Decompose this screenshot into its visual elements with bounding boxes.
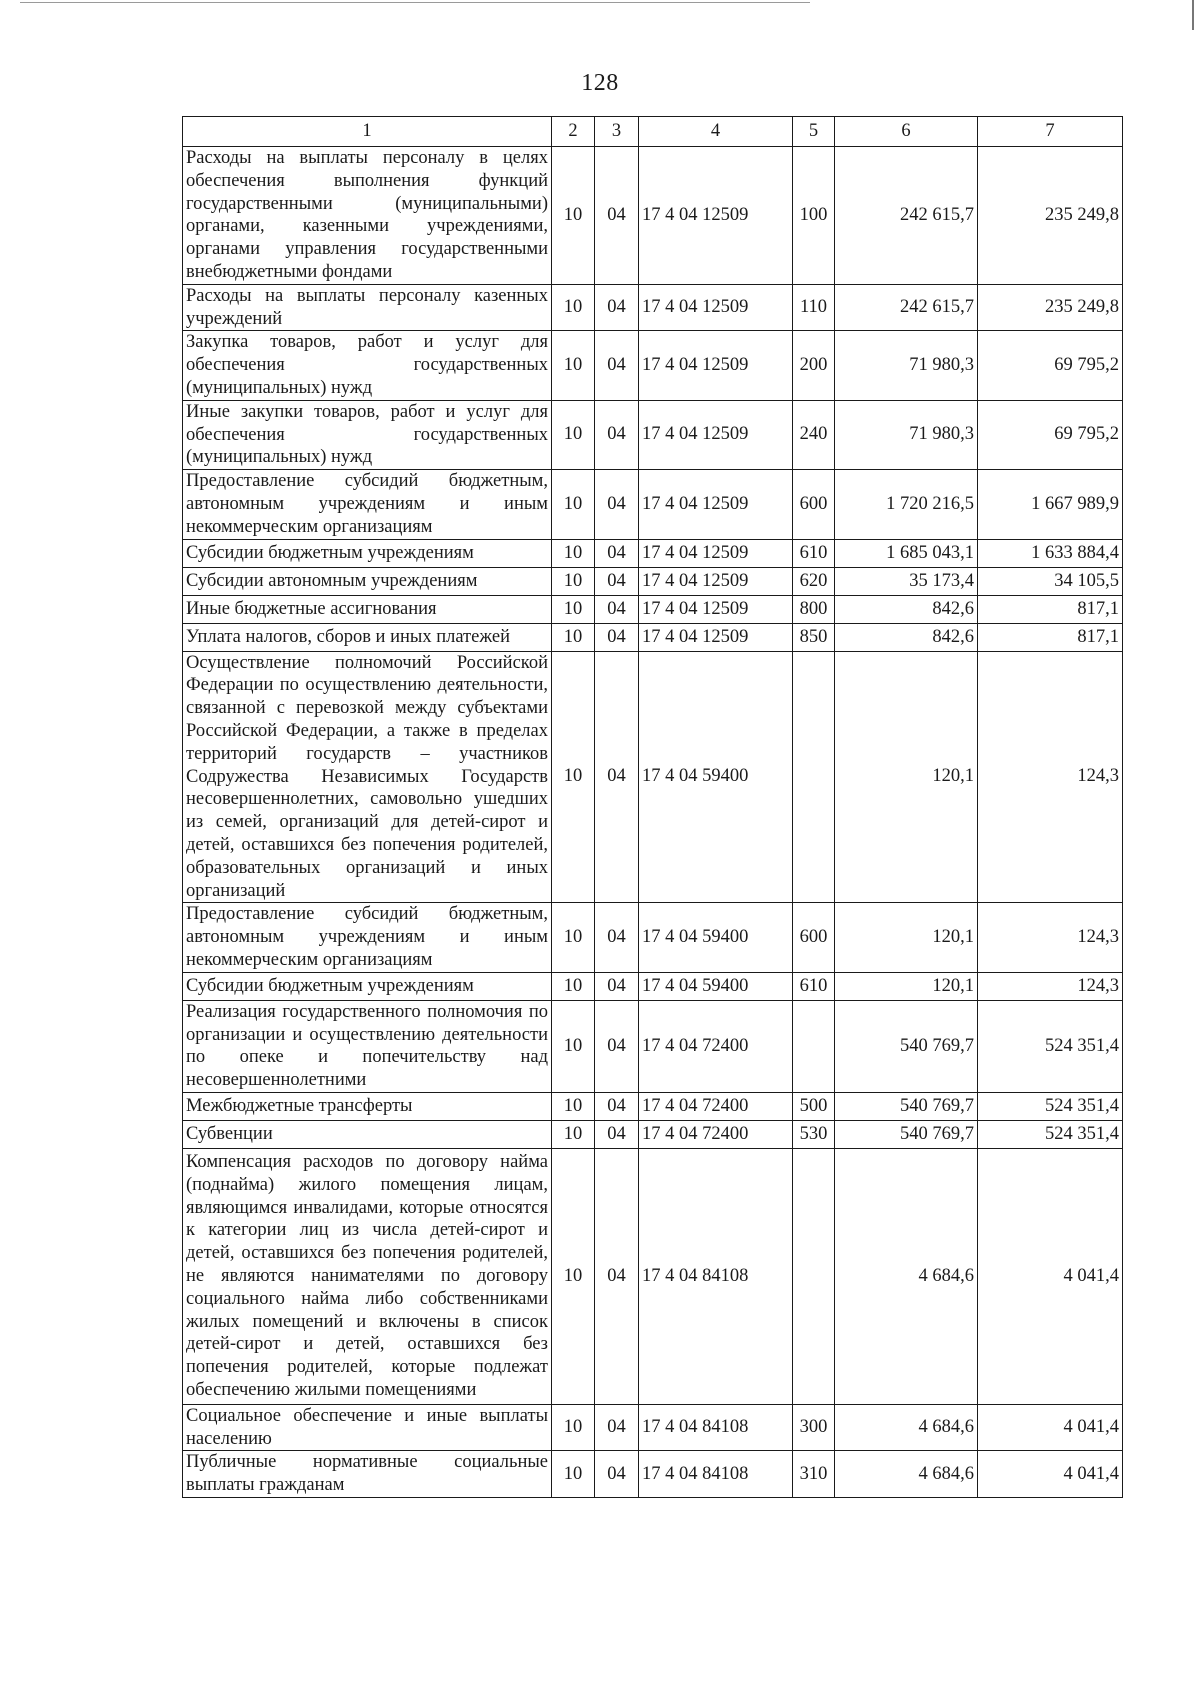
cell-section: 10	[552, 470, 595, 539]
table-header	[183, 117, 1123, 147]
cell-target-code: 17 4 04 59400	[639, 903, 793, 972]
cell-expense-type: 200	[793, 331, 835, 400]
cell-name: Социальное обеспечение и иные выплаты населению	[183, 1404, 552, 1451]
cell-section: 10	[552, 284, 595, 331]
cell-amount-1: 120,1	[835, 972, 978, 1000]
cell-amount-2: 69 795,2	[978, 331, 1123, 400]
cell-amount-1: 35 173,4	[835, 567, 978, 595]
cell-name: Предоставление субсидий бюджетным, автономным учреждениям и иным некоммерческим организациям	[183, 903, 552, 972]
cell-amount-1: 540 769,7	[835, 1120, 978, 1148]
cell-amount-1: 842,6	[835, 595, 978, 623]
cell-name: Закупка товаров, работ и услуг для обеспечения государственных (муниципальных) нужд	[183, 331, 552, 400]
table-row	[183, 284, 1123, 331]
cell-subsection: 04	[595, 1404, 639, 1451]
cell-amount-1: 4 684,6	[835, 1451, 978, 1498]
cell-name: Расходы на выплаты персоналу в целях обеспечения выполнения функций государственными (муниципальными) органами, казенными учреждениями, органами управления государственными внебюджетными фондами	[183, 147, 552, 285]
header-col-5: 5	[793, 117, 835, 147]
header-col-3: 3	[595, 117, 639, 147]
cell-expense-type: 300	[793, 1404, 835, 1451]
cell-name: Межбюджетные трансферты	[183, 1092, 552, 1120]
table-row	[183, 147, 1123, 285]
table-row	[183, 1120, 1123, 1148]
cell-subsection: 04	[595, 331, 639, 400]
cell-amount-1: 120,1	[835, 651, 978, 903]
cell-name: Уплата налогов, сборов и иных платежей	[183, 623, 552, 651]
cell-amount-2: 34 105,5	[978, 567, 1123, 595]
cell-subsection: 04	[595, 539, 639, 567]
cell-expense-type: 800	[793, 595, 835, 623]
cell-subsection: 04	[595, 1000, 639, 1092]
cell-amount-2: 235 249,8	[978, 284, 1123, 331]
cell-amount-1: 540 769,7	[835, 1000, 978, 1092]
header-col-6: 6	[835, 117, 978, 147]
table-row	[183, 903, 1123, 972]
cell-amount-2: 124,3	[978, 651, 1123, 903]
cell-amount-2: 124,3	[978, 903, 1123, 972]
cell-expense-type: 610	[793, 539, 835, 567]
cell-subsection: 04	[595, 903, 639, 972]
cell-target-code: 17 4 04 12509	[639, 567, 793, 595]
header-row	[183, 117, 1123, 147]
cell-section: 10	[552, 903, 595, 972]
cell-name: Расходы на выплаты персоналу казенных учреждений	[183, 284, 552, 331]
cell-section: 10	[552, 567, 595, 595]
cell-expense-type: 600	[793, 903, 835, 972]
cell-subsection: 04	[595, 567, 639, 595]
cell-section: 10	[552, 623, 595, 651]
cell-target-code: 17 4 04 59400	[639, 651, 793, 903]
cell-name: Иные закупки товаров, работ и услуг для обеспечения государственных (муниципальных) нужд	[183, 400, 552, 469]
cell-section: 10	[552, 1000, 595, 1092]
cell-subsection: 04	[595, 1120, 639, 1148]
cell-target-code: 17 4 04 12509	[639, 539, 793, 567]
cell-subsection: 04	[595, 1451, 639, 1498]
cell-target-code: 17 4 04 12509	[639, 623, 793, 651]
cell-name: Субсидии автономным учреждениям	[183, 567, 552, 595]
table-row	[183, 331, 1123, 400]
cell-subsection: 04	[595, 1148, 639, 1404]
cell-expense-type: 110	[793, 284, 835, 331]
cell-target-code: 17 4 04 12509	[639, 284, 793, 331]
cell-amount-2: 4 041,4	[978, 1404, 1123, 1451]
cell-amount-2: 1 633 884,4	[978, 539, 1123, 567]
table-row	[183, 623, 1123, 651]
table-row	[183, 972, 1123, 1000]
cell-subsection: 04	[595, 147, 639, 285]
table-body	[183, 147, 1123, 1498]
cell-section: 10	[552, 1092, 595, 1120]
cell-section: 10	[552, 400, 595, 469]
cell-name: Реализация государственного полномочия по организации и осуществлению деятельности по опеке и попечительству над несовершеннолетними	[183, 1000, 552, 1092]
cell-subsection: 04	[595, 284, 639, 331]
cell-target-code: 17 4 04 12509	[639, 331, 793, 400]
cell-expense-type: 600	[793, 470, 835, 539]
cell-target-code: 17 4 04 84108	[639, 1451, 793, 1498]
cell-subsection: 04	[595, 470, 639, 539]
cell-expense-type	[793, 1000, 835, 1092]
cell-expense-type: 610	[793, 972, 835, 1000]
cell-section: 10	[552, 1451, 595, 1498]
cell-name: Субвенции	[183, 1120, 552, 1148]
table-row	[183, 1000, 1123, 1092]
cell-amount-2: 524 351,4	[978, 1120, 1123, 1148]
cell-amount-2: 69 795,2	[978, 400, 1123, 469]
cell-amount-1: 540 769,7	[835, 1092, 978, 1120]
scan-edge-right	[1192, 0, 1194, 30]
cell-subsection: 04	[595, 1092, 639, 1120]
cell-amount-1: 120,1	[835, 903, 978, 972]
header-col-4: 4	[639, 117, 793, 147]
cell-section: 10	[552, 1148, 595, 1404]
cell-amount-2: 524 351,4	[978, 1000, 1123, 1092]
cell-target-code: 17 4 04 59400	[639, 972, 793, 1000]
cell-expense-type	[793, 1148, 835, 1404]
header-col-2: 2	[552, 117, 595, 147]
table-row	[183, 1148, 1123, 1404]
cell-expense-type: 240	[793, 400, 835, 469]
cell-section: 10	[552, 147, 595, 285]
cell-amount-2: 817,1	[978, 623, 1123, 651]
cell-amount-1: 1 720 216,5	[835, 470, 978, 539]
cell-target-code: 17 4 04 12509	[639, 595, 793, 623]
cell-subsection: 04	[595, 595, 639, 623]
cell-expense-type: 850	[793, 623, 835, 651]
cell-section: 10	[552, 539, 595, 567]
cell-target-code: 17 4 04 72400	[639, 1120, 793, 1148]
cell-amount-2: 1 667 989,9	[978, 470, 1123, 539]
cell-amount-2: 4 041,4	[978, 1451, 1123, 1498]
cell-subsection: 04	[595, 400, 639, 469]
cell-amount-2: 4 041,4	[978, 1148, 1123, 1404]
cell-expense-type: 500	[793, 1092, 835, 1120]
cell-amount-2: 124,3	[978, 972, 1123, 1000]
cell-section: 10	[552, 972, 595, 1000]
cell-amount-1: 242 615,7	[835, 284, 978, 331]
header-col-7: 7	[978, 117, 1123, 147]
table-row	[183, 567, 1123, 595]
table-row	[183, 1404, 1123, 1451]
page-number: 128	[581, 70, 619, 96]
cell-amount-1: 842,6	[835, 623, 978, 651]
cell-target-code: 17 4 04 12509	[639, 470, 793, 539]
cell-amount-1: 242 615,7	[835, 147, 978, 285]
cell-amount-2: 235 249,8	[978, 147, 1123, 285]
cell-expense-type	[793, 651, 835, 903]
cell-target-code: 17 4 04 12509	[639, 400, 793, 469]
cell-section: 10	[552, 595, 595, 623]
table-row	[183, 595, 1123, 623]
cell-amount-1: 1 685 043,1	[835, 539, 978, 567]
cell-amount-1: 4 684,6	[835, 1148, 978, 1404]
cell-target-code: 17 4 04 72400	[639, 1092, 793, 1120]
cell-target-code: 17 4 04 84108	[639, 1148, 793, 1404]
table-row	[183, 1092, 1123, 1120]
cell-expense-type: 530	[793, 1120, 835, 1148]
cell-subsection: 04	[595, 651, 639, 903]
cell-amount-2: 524 351,4	[978, 1092, 1123, 1120]
table-row	[183, 651, 1123, 903]
cell-name: Компенсация расходов по договору найма (поднайма) жилого помещения лицам, являющимся инвалидами, которые относятся к категории лиц из числа детей-сирот и детей, оставшихся без попечения родителей, не являются нанимателями по договору социального найма либо собственниками жилых помещений и включены в список детей-сирот и детей, оставшихся без попечения родителей, которые подлежат обеспечению жилыми помещениями	[183, 1148, 552, 1404]
table-row	[183, 539, 1123, 567]
scan-edge-top	[20, 2, 810, 3]
cell-expense-type: 620	[793, 567, 835, 595]
cell-target-code: 17 4 04 84108	[639, 1404, 793, 1451]
cell-section: 10	[552, 651, 595, 903]
cell-name: Иные бюджетные ассигнования	[183, 595, 552, 623]
cell-section: 10	[552, 331, 595, 400]
cell-name: Субсидии бюджетным учреждениям	[183, 539, 552, 567]
cell-amount-1: 71 980,3	[835, 400, 978, 469]
cell-expense-type: 310	[793, 1451, 835, 1498]
cell-name: Осуществление полномочий Российской Федерации по осуществлению деятельности, связанной с перевозкой между субъектами Российской Федерации, а также в пределах территорий государств – участников Содружества Независимых Государств несовершеннолетних, самовольно ушедших из семей, организаций для детей-сирот и детей, оставшихся без попечения родителей, образовательных организаций и иных организаций	[183, 651, 552, 903]
cell-section: 10	[552, 1404, 595, 1451]
cell-expense-type: 100	[793, 147, 835, 285]
cell-subsection: 04	[595, 972, 639, 1000]
cell-name: Субсидии бюджетным учреждениям	[183, 972, 552, 1000]
cell-amount-1: 4 684,6	[835, 1404, 978, 1451]
cell-section: 10	[552, 1120, 595, 1148]
cell-target-code: 17 4 04 72400	[639, 1000, 793, 1092]
cell-name: Публичные нормативные социальные выплаты гражданам	[183, 1451, 552, 1498]
table-row	[183, 470, 1123, 539]
cell-subsection: 04	[595, 623, 639, 651]
cell-target-code: 17 4 04 12509	[639, 147, 793, 285]
table-row	[183, 1451, 1123, 1498]
cell-name: Предоставление субсидий бюджетным, автономным учреждениям и иным некоммерческим организациям	[183, 470, 552, 539]
budget-table	[182, 116, 1123, 1498]
table-row	[183, 400, 1123, 469]
cell-amount-1: 71 980,3	[835, 331, 978, 400]
header-col-1: 1	[183, 117, 552, 147]
cell-amount-2: 817,1	[978, 595, 1123, 623]
